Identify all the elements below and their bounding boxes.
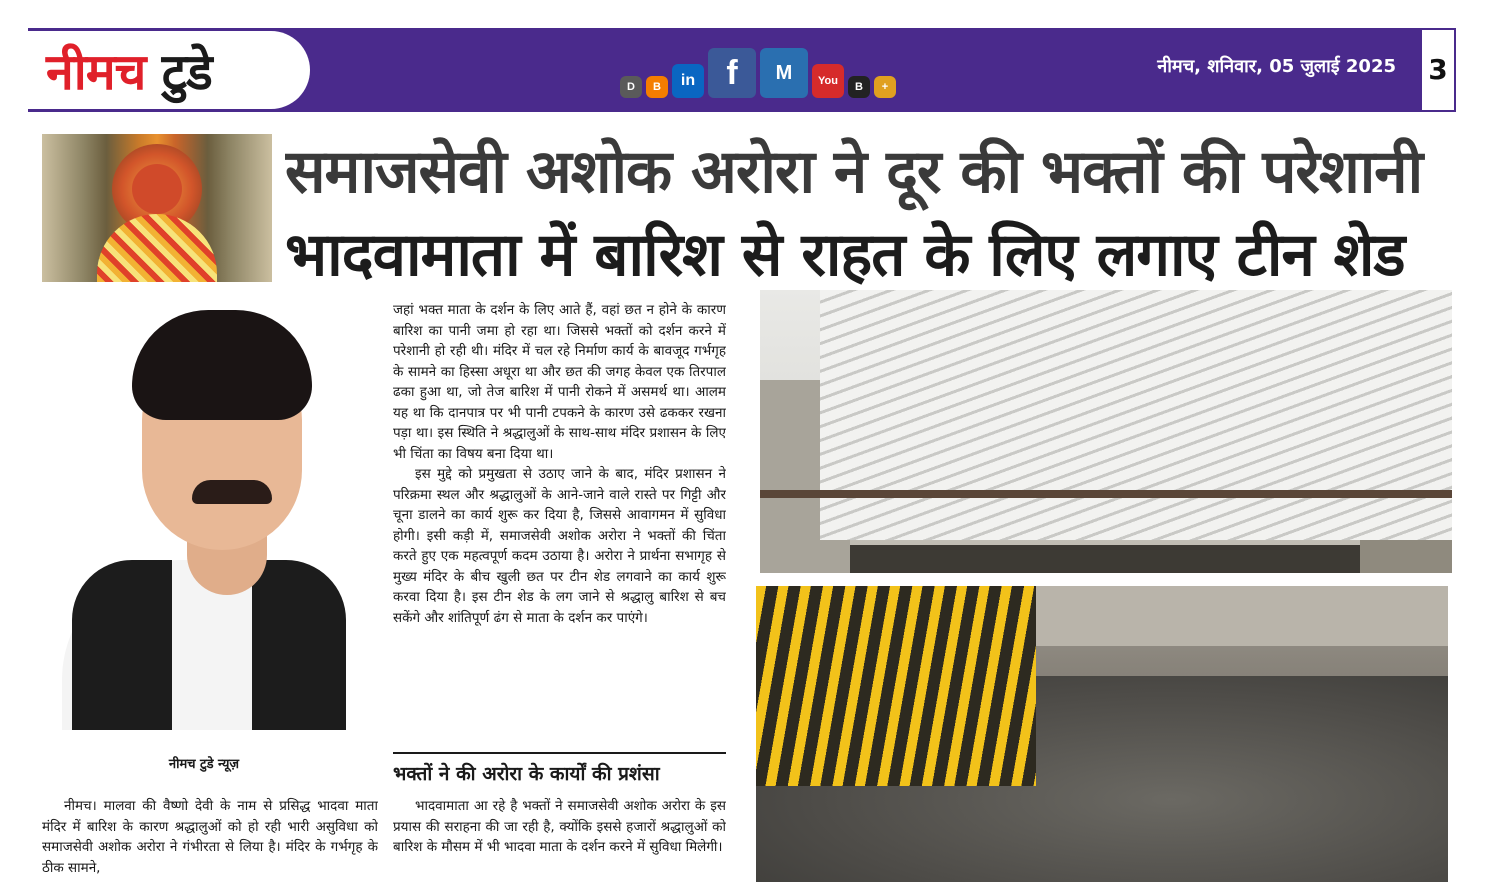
page-number: 3 — [1420, 28, 1456, 112]
ashok-arora-portrait — [62, 310, 346, 730]
article-paragraph-2: इस मुद्दे को प्रमुखता से उठाए जाने के बाद, मंदिर प्रशासन ने परिक्रमा स्थल और श्रद्धालुओं के आने-जाने वाले रास्ते पर गिट्टी और चूना डालने का कार्य शुरू कर दिया है, जिससे आवागमन में सुविधा होगी। इसी कड़ी में, समाजसेवी अशोक अरोरा ने भक्तों की चिंता करते हुए एक महत्वपूर्ण कदम उठाया है। अरोरा ने प्रार्थना सभागृह से मुख्य मंदिर के बीच खुली छत पर टीन शेड लगवाने का कार्य शुरू करवा दिया है। इस टीन शेड के लग जाने से श्रद्धालु बारिश से बच सकेंगे और शांतिपूर्ण ढंग से माता के दर्शन कर पाएंगे। — [393, 466, 726, 626]
article-paragraph-3: भादवामाता आ रहे है भक्तों ने समाजसेवी अशोक अरोरा के इस प्रयास की सराहना की जा रही है, क्योंकि इससे हजारों श्रद्धालुओं को बारिश के मौसम में भी भादवा माता के दर्शन करने में सुविधा मिलेगी। — [393, 798, 726, 855]
facebook-icon[interactable]: f — [708, 48, 756, 98]
shed-beam — [760, 490, 1452, 498]
logo-word-neemuch: नीमच — [46, 43, 146, 101]
portrait-moustache — [192, 480, 272, 504]
portrait-vest-left — [72, 560, 172, 730]
article-middle-column-lower — [393, 796, 726, 888]
tin-shed-photo — [760, 290, 1452, 573]
myspace-icon[interactable]: M — [760, 48, 808, 98]
bebo-icon[interactable]: B — [848, 76, 870, 98]
photo-caption: नीमच टुडे न्यूज़ — [168, 757, 240, 772]
yellow-barricades — [756, 586, 1036, 786]
goddess-photo — [42, 134, 272, 282]
article-left-column — [42, 796, 378, 888]
gravel-path-photo — [756, 586, 1448, 882]
deity-garland — [97, 214, 217, 282]
article-subheading: भक्तों ने की अरोरा के कार्यों की प्रशंसा — [393, 752, 726, 786]
temple-wall — [1036, 586, 1448, 646]
headline-line-1: समाजसेवी अशोक अरोरा ने दूर की भक्तों की परेशानी — [285, 137, 1423, 207]
youtube-icon[interactable]: You — [812, 64, 844, 98]
newspaper-logo[interactable] — [46, 37, 212, 107]
shed-floor — [850, 545, 1360, 573]
portrait-vest-right — [252, 560, 346, 730]
logo-word-today: टुडे — [161, 43, 212, 101]
dateline: नीमच, शनिवार, 05 जुलाई 2025 — [1157, 56, 1396, 77]
digg-icon[interactable]: D — [620, 76, 642, 98]
masthead — [28, 28, 1456, 112]
linkedin-icon[interactable]: in — [672, 64, 704, 98]
social-icons-bar — [620, 46, 896, 98]
blogger-icon[interactable]: B — [646, 76, 668, 98]
article-intro-paragraph: नीमच। मालवा की वैष्णो देवी के नाम से प्रसिद्ध भादवा माता मंदिर में बारिश के कारण श्रद्धालुओं को हो रही भारी असुविधा को समाजसेवी अशोक अरोरा ने गंभीरता से लिया है। मंदिर के गर्भगृह के ठीक सामने, — [42, 798, 378, 876]
logo-container[interactable] — [28, 28, 313, 112]
article-middle-column — [393, 300, 726, 750]
tin-shed-roof — [820, 290, 1452, 540]
article-paragraph-1: जहां भक्त माता के दर्शन के लिए आते हैं, वहां छत न होने के कारण बारिश का पानी जमा हो रहा था। जिससे भक्तों को दर्शन करने में परेशानी हो रही थी। मंदिर में चल रहे निर्माण कार्य के बावजूद गर्भगृह के सामने का हिस्सा अधूरा था और छत की जगह केवल एक तिरपाल ढका हुआ था, जो तेज बारिश में पानी रोकने में असमर्थ था। आलम यह था कि दानपात्र पर भी पानी टपकने के कारण उसे ढककर रखना पड़ा था। इस स्थिति ने श्रद्धालुओं के साथ-साथ मंदिर प्रशासन के लिए भी चिंता का विषय बना दिया था। — [393, 302, 726, 462]
rss-icon[interactable]: + — [874, 76, 896, 98]
portrait-hair — [132, 310, 312, 420]
deity-face — [132, 164, 182, 214]
headline-line-2: भादवामाता में बारिश से राहत के लिए लगाए टीन शेड — [285, 220, 1405, 290]
